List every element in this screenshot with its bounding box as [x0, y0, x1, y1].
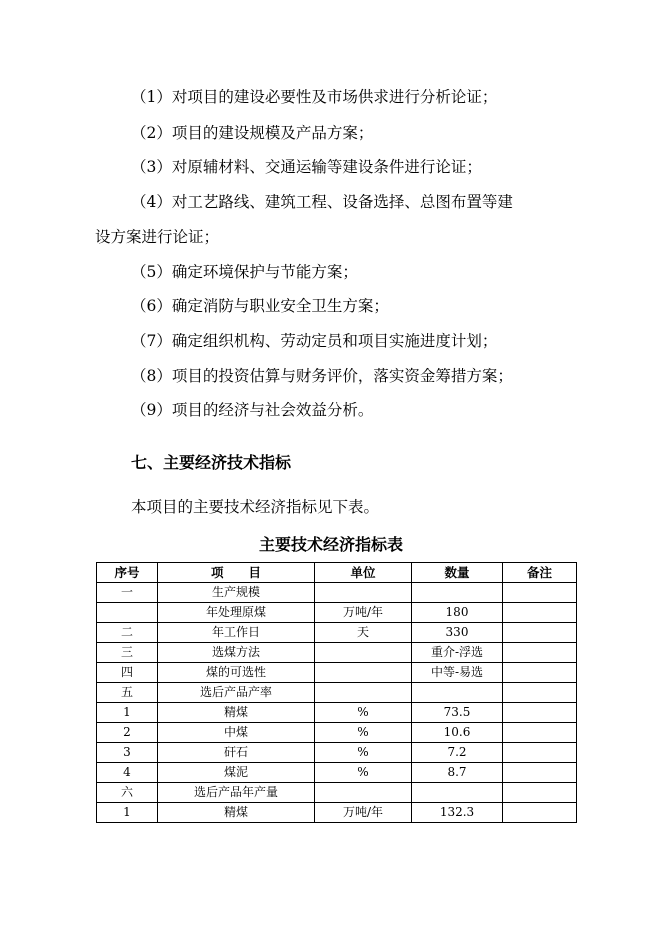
text-line-6: （6）确定消防与职业安全卫生方案；: [131, 297, 389, 315]
cell-remark: [503, 763, 577, 783]
cell-index: 四: [97, 663, 158, 683]
cell-item: 精煤: [158, 803, 315, 823]
cell-item: 年工作日: [158, 623, 315, 643]
table-row: [97, 623, 577, 643]
cell-index: 三: [97, 643, 158, 663]
cell-quantity: 10.6: [412, 723, 503, 743]
cell-item: 选煤方法: [158, 643, 315, 663]
cell-remark: [503, 583, 577, 603]
cell-item: 煤的可选性: [158, 663, 315, 683]
cell-quantity: 中等-易选: [412, 663, 503, 683]
cell-item: 中煤: [158, 723, 315, 743]
table-row: [97, 603, 577, 623]
header-remark: 备注: [503, 563, 577, 583]
cell-index: [97, 603, 158, 623]
cell-index: 4: [97, 763, 158, 783]
table-row: [97, 683, 577, 703]
cell-remark: [503, 623, 577, 643]
cell-unit: 万吨/年: [315, 803, 412, 823]
cell-index: 六: [97, 783, 158, 803]
cell-remark: [503, 723, 577, 743]
cell-remark: [503, 643, 577, 663]
text-line-9: （9）项目的经济与社会效益分析。: [131, 401, 374, 419]
indicator-table: [96, 562, 577, 823]
table-row: [97, 703, 577, 723]
text-line-4-continued: 设方案进行论证；: [95, 228, 220, 246]
cell-index: 二: [97, 623, 158, 643]
cell-unit: 天: [315, 623, 412, 643]
cell-item: 选后产品年产量: [158, 783, 315, 803]
cell-index: 一: [97, 583, 158, 603]
cell-index: 1: [97, 703, 158, 723]
cell-unit: %: [315, 723, 412, 743]
cell-remark: [503, 783, 577, 803]
table-header-row: [97, 563, 577, 583]
cell-unit: 万吨/年: [315, 603, 412, 623]
cell-quantity: 132.3: [412, 803, 503, 823]
text-line-2: （2）项目的建设规模及产品方案；: [131, 124, 374, 142]
cell-item: 生产规模: [158, 583, 315, 603]
cell-quantity: [412, 783, 503, 803]
table-row: [97, 723, 577, 743]
cell-unit: [315, 683, 412, 703]
cell-unit: [315, 663, 412, 683]
table-row: [97, 643, 577, 663]
text-line-7: （7）确定组织机构、劳动定员和项目实施进度计划；: [131, 332, 498, 350]
cell-item: 年处理原煤: [158, 603, 315, 623]
text-line-8: （8）项目的投资估算与财务评价，落实资金筹措方案；: [131, 367, 513, 385]
cell-remark: [503, 683, 577, 703]
cell-unit: %: [315, 703, 412, 723]
cell-index: 1: [97, 803, 158, 823]
cell-remark: [503, 663, 577, 683]
header-unit: 单位: [315, 563, 412, 583]
cell-quantity: [412, 683, 503, 703]
cell-unit: [315, 783, 412, 803]
cell-quantity: [412, 583, 503, 603]
cell-index: 五: [97, 683, 158, 703]
cell-unit: %: [315, 763, 412, 783]
text-line-1: （1）对项目的建设必要性及市场供求进行分析论证；: [131, 88, 498, 106]
cell-remark: [503, 743, 577, 763]
header-quantity: 数量: [412, 563, 503, 583]
table-row: [97, 663, 577, 683]
table-row: [97, 783, 577, 803]
cell-item: 精煤: [158, 703, 315, 723]
cell-index: 3: [97, 743, 158, 763]
table-row: [97, 763, 577, 783]
table-row: [97, 743, 577, 763]
cell-unit: [315, 583, 412, 603]
cell-item: 矸石: [158, 743, 315, 763]
header-index: 序号: [97, 563, 158, 583]
cell-quantity: 73.5: [412, 703, 503, 723]
cell-remark: [503, 603, 577, 623]
section-heading: 七、主要经济技术指标: [131, 453, 292, 472]
table-title: 主要技术经济指标表: [258, 535, 403, 554]
cell-unit: %: [315, 743, 412, 763]
text-line-4: （4）对工艺路线、建筑工程、设备选择、总图布置等建: [131, 193, 513, 211]
intro-paragraph: 本项目的主要技术经济指标见下表。: [131, 498, 380, 516]
cell-quantity: 8.7: [412, 763, 503, 783]
cell-quantity: 7.2: [412, 743, 503, 763]
cell-remark: [503, 703, 577, 723]
cell-quantity: 180: [412, 603, 503, 623]
cell-item: 煤泥: [158, 763, 315, 783]
text-line-3: （3）对原辅材料、交通运输等建设条件进行论证；: [131, 158, 482, 176]
table-row: [97, 803, 577, 823]
table-row: [97, 583, 577, 603]
cell-index: 2: [97, 723, 158, 743]
cell-remark: [503, 803, 577, 823]
cell-unit: [315, 643, 412, 663]
cell-item: 选后产品产率: [158, 683, 315, 703]
cell-quantity: 重介-浮选: [412, 643, 503, 663]
text-line-5: （5）确定环境保护与节能方案；: [131, 263, 358, 281]
header-item: 项 目: [158, 563, 315, 583]
cell-quantity: 330: [412, 623, 503, 643]
